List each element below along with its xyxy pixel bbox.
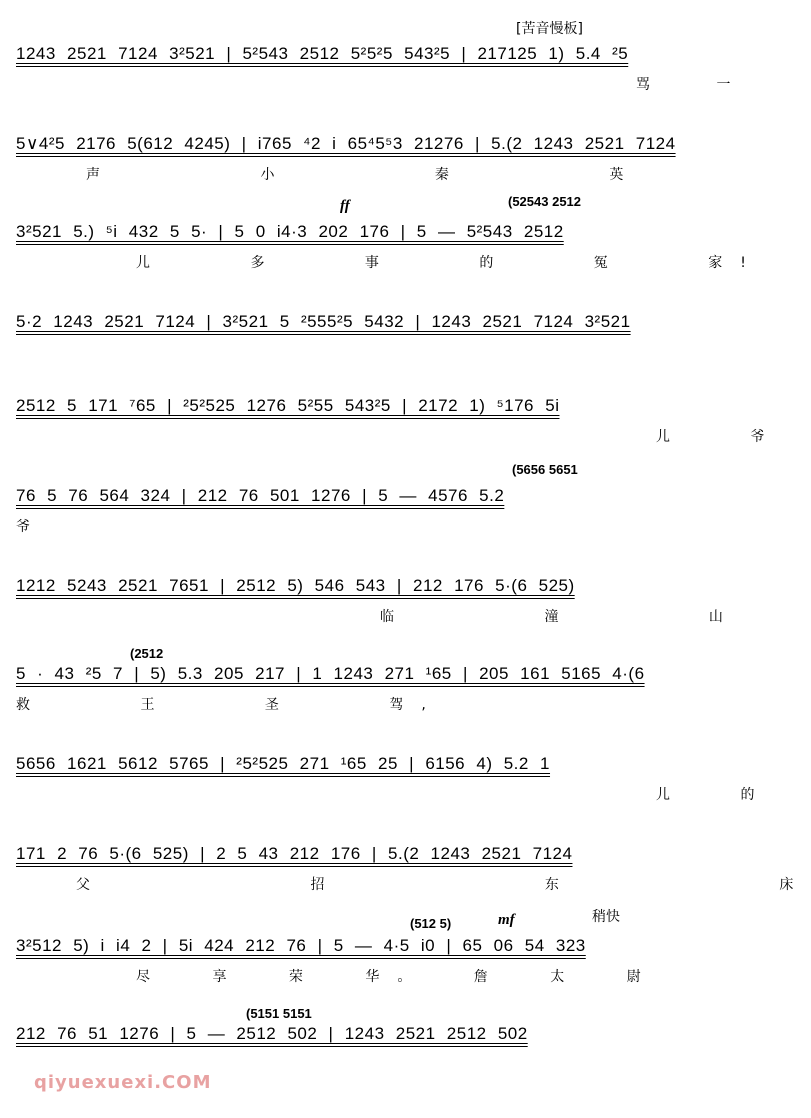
- parenthetical-annotation: (2512: [130, 646, 164, 661]
- lyric-line: 爷: [16, 519, 48, 535]
- notation-line: 5·2 1243 2521 7124 | 3²521 5 ²555²5 5432 | 1243 2521 7124 3²521: [16, 312, 631, 331]
- lyric-line: 临 潼 山: [380, 609, 741, 625]
- site-watermark: qiyuexuexi.COM: [34, 1072, 212, 1093]
- score-line-2: [0, 134, 764, 214]
- lyric-line: 儿 爷: [656, 429, 783, 445]
- notation-line: 3²521 5.) ⁵i 432 5 5· | 5 0 i4·3 202 176 | 5 — 5²543 2512: [16, 222, 564, 241]
- parenthetical-annotation: (52543 2512: [508, 194, 582, 209]
- notation-line: 5656 1621 5612 5765 | ²5²525 271 ¹65 25 | 6156 4) 5.2 1: [16, 754, 551, 773]
- score-line-6: [0, 462, 764, 566]
- notation-line: 5 · 43 ²5 7 | 5) 5.3 205 217 | 1 1243 271 ¹65 | 205 161 5165 4·(6: [16, 664, 645, 683]
- lyric-line: 尽 享 荣 华。 詹 太 尉: [136, 969, 659, 985]
- score-line-1: [0, 44, 764, 124]
- dynamic-mark: ff: [340, 198, 350, 214]
- score-line-7: [0, 576, 764, 656]
- notation-line: 5∨4²5 2176 5(612 4245) | i765 ⁴2 i 65⁴5⁵3 21276 | 5.(2 1243 2521 7124: [16, 134, 676, 153]
- parenthetical-annotation: (512 5): [410, 916, 452, 931]
- parenthetical-annotation: (5656 5651: [512, 462, 578, 477]
- lyric-line: 儿 的: [656, 787, 773, 803]
- notation-line: 3²512 5) i i4 2 | 5i 424 212 76 | 5 — 4·5 i0 | 65 06 54 323: [16, 936, 586, 955]
- notation-line: 212 76 51 1276 | 5 — 2512 502 | 1243 2521 2512 502: [16, 1024, 528, 1043]
- tempo-change-mark: 稍快: [592, 909, 620, 925]
- lyric-line: 声 小 秦 英: [86, 167, 642, 183]
- notation-line: 76 5 76 564 324 | 212 76 501 1276 | 5 — 4576 5.2: [16, 486, 505, 505]
- notation-line: 2512 5 171 ⁷65 | ²5²525 1276 5²55 543²5 | 2172 1) ⁵176 5i: [16, 396, 560, 415]
- dynamic-mark: mf: [498, 912, 515, 928]
- tempo-mark: [苦音慢板]: [516, 21, 583, 37]
- lyric-line: 父 招 东 床: [76, 877, 811, 893]
- notation-line: 1243 2521 7124 3²521 | 5²543 2512 5²5²5 543²5 | 217125 1) 5.4 ²5: [16, 44, 629, 63]
- score-line-8: [0, 646, 764, 744]
- notation-line: 171 2 76 5·(6 525) | 2 5 43 212 176 | 5.(2 1243 2521 7124: [16, 844, 573, 863]
- notation-line: 1212 5243 2521 7651 | 2512 5) 546 543 | 212 176 5·(6 525): [16, 576, 575, 595]
- lyric-line: 救 王 圣 驾,: [16, 697, 444, 713]
- score-line-3: [0, 194, 764, 302]
- score-line-9: [0, 754, 773, 834]
- score-line-4: [0, 312, 764, 392]
- lyric-line: 儿 多 事 的 冤 家!: [136, 255, 764, 271]
- score-line-10: [0, 844, 811, 924]
- lyric-line: 骂 一: [636, 77, 749, 93]
- parenthetical-annotation: (5151 5151: [246, 1006, 312, 1021]
- score-line-5: [0, 396, 783, 476]
